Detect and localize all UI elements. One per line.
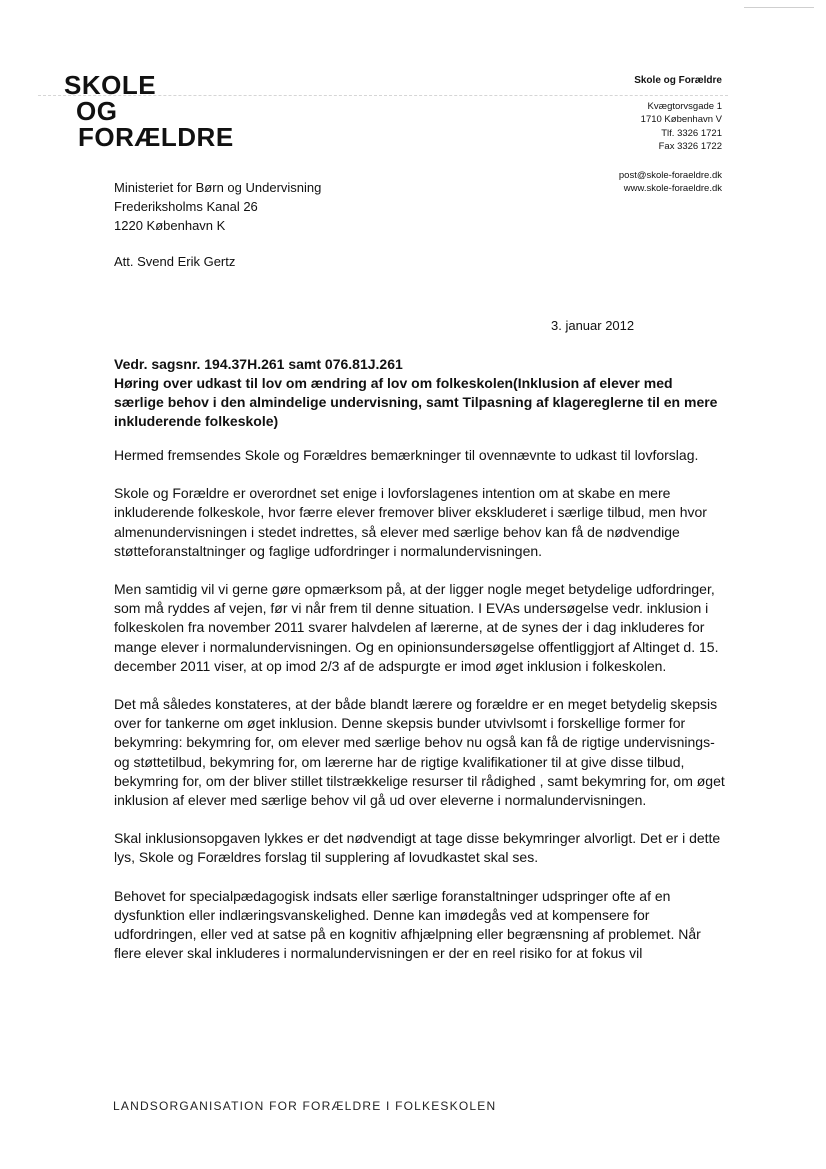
body-paragraph: Hermed fremsendes Skole og Forældres bemærkninger til ovennævnte to udkast til lovforslag. xyxy=(114,447,699,463)
attention-line: Att. Svend Erik Gertz xyxy=(114,254,236,269)
logo-line-1: SKOLE xyxy=(64,70,157,100)
organization-logo xyxy=(64,72,264,150)
sender-fax: Fax 3326 1722 xyxy=(658,140,722,152)
body-paragraph: Skole og Forældre er overordnet set enige i lovforslagenes intention om at skabe en mere inkluderende folkeskole, hvor færre elever fremover bliver ekskluderet i særlige tilbud, men hvor almenundervisningen i stedet indrettes, så elever med særlige behov kan få de nødvendige støtteforanstaltninger og faglige udfordringer i normalundervisningen. xyxy=(114,485,707,559)
sender-address-line1: Kvægtorvsgade 1 xyxy=(647,101,722,113)
sender-email: post@skole-foraeldre.dk xyxy=(618,170,722,182)
subject-title: Høring over udkast til lov om ændring af lov om folkeskolen(Inklusion af elever med særlige behov i den almindelige undervisning, samt Tilpasning af klagereglerne til en mere inkluderende folkeskole) xyxy=(114,375,718,429)
letter-body xyxy=(114,446,726,982)
logo-line-3: FORÆLDRE xyxy=(78,122,234,152)
sender-phone: Tlf. 3326 1721 xyxy=(661,127,722,139)
page-footer: LANDSORGANISATION FOR FORÆLDRE I FOLKESKOLEN xyxy=(113,1099,497,1113)
recipient-address xyxy=(114,178,321,235)
body-paragraph: Behovet for specialpædagogisk indsats eller særlige foranstaltninger udspringer ofte af en dysfunktion eller indlæringsvanskelighed. Denne kan imødegås ved at kompensere for udfordringen, eller ved at satse på en kognitiv afhjælpning eller begrænsning af problemet. Når flere elever skal inkluderes i normalundervisningen er der en reel risiko for at fokus vil xyxy=(114,887,701,962)
recipient-line2: Frederiksholms Kanal 26 xyxy=(114,199,258,214)
body-paragraph: Skal inklusionsopgaven lykkes er det nødvendigt at tage disse bekymringer alvorligt. Det er i dette lys, Skole og Forældres forslag til supplering af lovudkastet skal ses. xyxy=(114,830,721,866)
letter-subject xyxy=(114,355,724,431)
sender-name: Skole og Forældre xyxy=(634,75,722,86)
recipient-line1: Ministeriet for Børn og Undervisning xyxy=(114,180,322,195)
sender-address-line2: 1710 København V xyxy=(640,114,722,126)
scan-artifact-line xyxy=(744,7,814,8)
letter-date: 3. januar 2012 xyxy=(551,318,635,333)
body-paragraph: Det må således konstateres, at der både blandt lærere og forældre er en meget betydelig skepsis over for tankerne om øget inklusion. Denne skepsis bunder utvivlsomt i forskellige former for bekymring: bekymring for, om elever med særlige behov nu også kan få de rigtige undervisnings- og støttetilbud, bekymring for, om lærerne har de rigtige kvalifikationer til at give disse tilbud, bekymring for, om der bliver stillet tilstrækkelige resurser til rådighed , samt bekymring for, om øget inklusion af elever med særlige behov vil gå ud over eleverne i normalundervisningen. xyxy=(114,696,725,809)
logo-line-2: OG xyxy=(76,96,118,126)
sender-web: www.skole-foraeldre.dk xyxy=(623,183,722,195)
subject-case-number: Vedr. sagsnr. 194.37H.261 samt 076.81J.261 xyxy=(114,356,403,372)
sender-contact-block xyxy=(560,74,722,195)
recipient-line3: 1220 København K xyxy=(114,218,226,233)
body-paragraph: Men samtidig vil vi gerne gøre opmærksom på, at der ligger nogle meget betydelige udfordringer, som må ryddes af vejen, før vi når frem til denne situation. I EVAs undersøgelse vedr. inklusion i folkeskolen fra november 2011 svarer halvdelen af lærerne, at de synes der i dag inkluderes for mange elever i normalundervisningen. Og en opinionsundersøgelse offentliggjort af Altinget d. 15. december 2011 viser, at op imod 2/3 af de adspurgte er imod øget inklusion i folkeskolen. xyxy=(114,581,719,674)
